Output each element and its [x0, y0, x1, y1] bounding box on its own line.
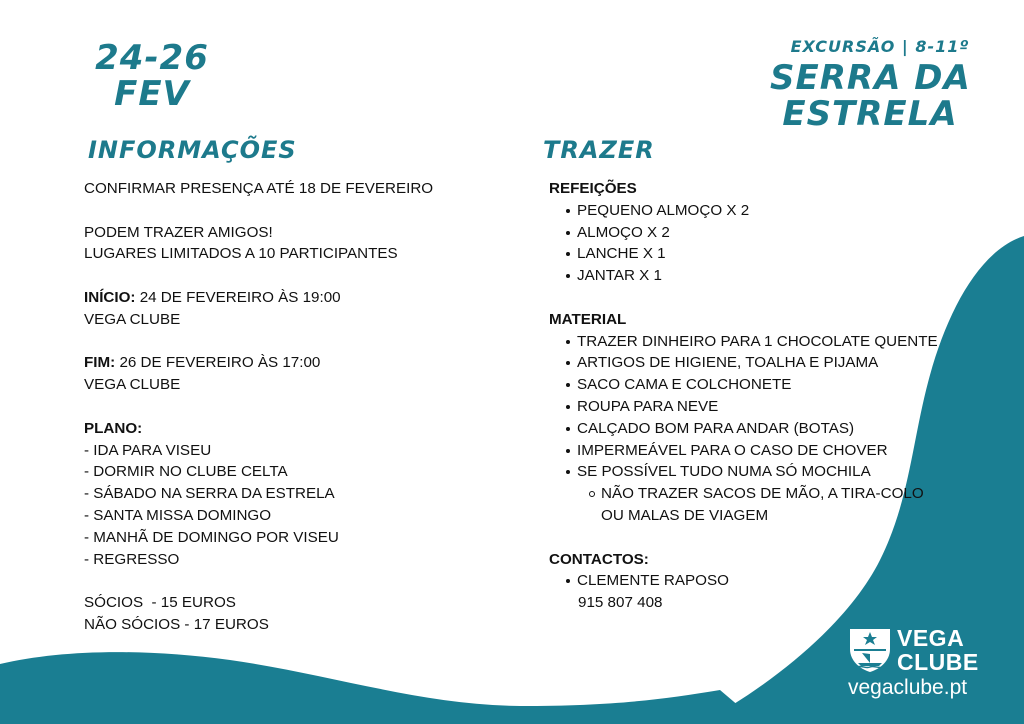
material-item-text: SE POSSÍVEL TUDO NUMA SÓ MOCHILA: [577, 463, 871, 481]
meal-item-text: PEQUENO ALMOÇO X 2: [577, 201, 750, 219]
bottom-wave-shape: [0, 652, 760, 724]
material-subitem-line2: OU MALAS DE VIAGEM: [601, 506, 769, 524]
material-item-text: CALÇADO BOM PARA ANDAR (BOTAS): [577, 419, 855, 437]
price-members: SÓCIOS - 15 EUROS: [84, 594, 236, 612]
material-label: MATERIAL: [549, 310, 627, 328]
material-item: [549, 352, 979, 374]
material-item: [549, 374, 979, 396]
confirm-text: CONFIRMAR PRESENÇA ATÉ 18 DE FEVEREIRO: [84, 180, 434, 197]
plan-item: - DORMIR NO CLUBE CELTA: [84, 463, 288, 481]
plan-item: - SÁBADO NA SERRA DA ESTRELA: [84, 485, 335, 503]
plan-item: - IDA PARA VISEU: [84, 441, 212, 459]
material-subitem-line1: NÃO TRAZER SACOS DE MÃO, A TIRA-COLO: [601, 485, 924, 503]
end-place: VEGA CLUBE: [84, 376, 181, 394]
dates-month: FEV: [114, 74, 190, 114]
logo-name: [897, 626, 979, 674]
material-item-text: IMPERMEÁVEL PARA O CASO DE CHOVER: [577, 441, 888, 459]
info-heading: INFORMAÇÕES: [88, 136, 297, 164]
end-line: [84, 352, 504, 374]
event-title: [770, 60, 970, 132]
logo-name-line2: CLUBE: [897, 649, 979, 675]
event-title-line1: SERRA DA: [770, 58, 971, 98]
material-item-text: SACO CAMA E COLCHONETE: [577, 376, 792, 394]
material-item: [549, 440, 979, 462]
plan-item: - REGRESSO: [84, 550, 180, 568]
bring-heading: TRAZER: [543, 136, 655, 164]
event-title-line2: ESTRELA: [782, 94, 958, 134]
contact-name: CLEMENTE RAPOSO: [577, 572, 729, 590]
price-nonmembers: NÃO SÓCIOS - 17 EUROS: [84, 615, 269, 633]
plan-item: - MANHÃ DE DOMINGO POR VISEU: [84, 528, 339, 546]
contact-item: [549, 570, 979, 592]
end-label: FIM:: [84, 354, 116, 372]
contact-phone: 915 807 408: [578, 594, 663, 612]
meal-item-text: LANCHE X 1: [577, 245, 666, 263]
end-value: 26 DE FEVEREIRO ÀS 17:00: [115, 354, 321, 372]
shield-star-boat-icon: [848, 627, 892, 673]
material-item: [549, 461, 979, 483]
plan-item: - SANTA MISSA DOMINGO: [84, 506, 272, 524]
meals-label: REFEIÇÕES: [549, 180, 637, 197]
dates-range: 24-26: [95, 38, 209, 78]
vega-clube-logo: [848, 627, 988, 707]
logo-name-line1: VEGA: [897, 625, 965, 651]
material-item: [549, 331, 979, 353]
meal-item: [549, 265, 979, 287]
event-dates: [92, 40, 212, 112]
material-subitem: [549, 483, 979, 527]
meal-item: [549, 243, 979, 265]
material-item: [549, 396, 979, 418]
bring-column: [549, 178, 979, 614]
limit-text: LUGARES LIMITADOS A 10 PARTICIPANTES: [84, 245, 398, 263]
meal-item-text: ALMOÇO X 2: [577, 223, 670, 241]
material-item: [549, 418, 979, 440]
material-item-text: ARTIGOS DE HIGIENE, TOALHA E PIJAMA: [577, 354, 879, 372]
meal-item-text: JANTAR X 1: [577, 267, 662, 285]
friends-text: PODEM TRAZER AMIGOS!: [84, 223, 273, 241]
material-item-text: TRAZER DINHEIRO PARA 1 CHOCOLATE QUENTE: [577, 332, 938, 350]
start-line: [84, 287, 504, 309]
excursion-subtitle: EXCURSÃO | 8-11º: [790, 37, 970, 56]
start-value: 24 DE FEVEREIRO ÀS 19:00: [135, 288, 341, 306]
meal-item: [549, 222, 979, 244]
meal-item: [549, 200, 979, 222]
start-label: INÍCIO:: [84, 288, 136, 306]
website-url[interactable]: vegaclube.pt: [848, 676, 968, 699]
start-place: VEGA CLUBE: [84, 310, 181, 328]
plan-label: PLANO:: [84, 419, 143, 437]
contacts-label: CONTACTOS:: [549, 550, 649, 568]
material-item-text: ROUPA PARA NEVE: [577, 397, 719, 415]
info-column: [84, 178, 504, 636]
